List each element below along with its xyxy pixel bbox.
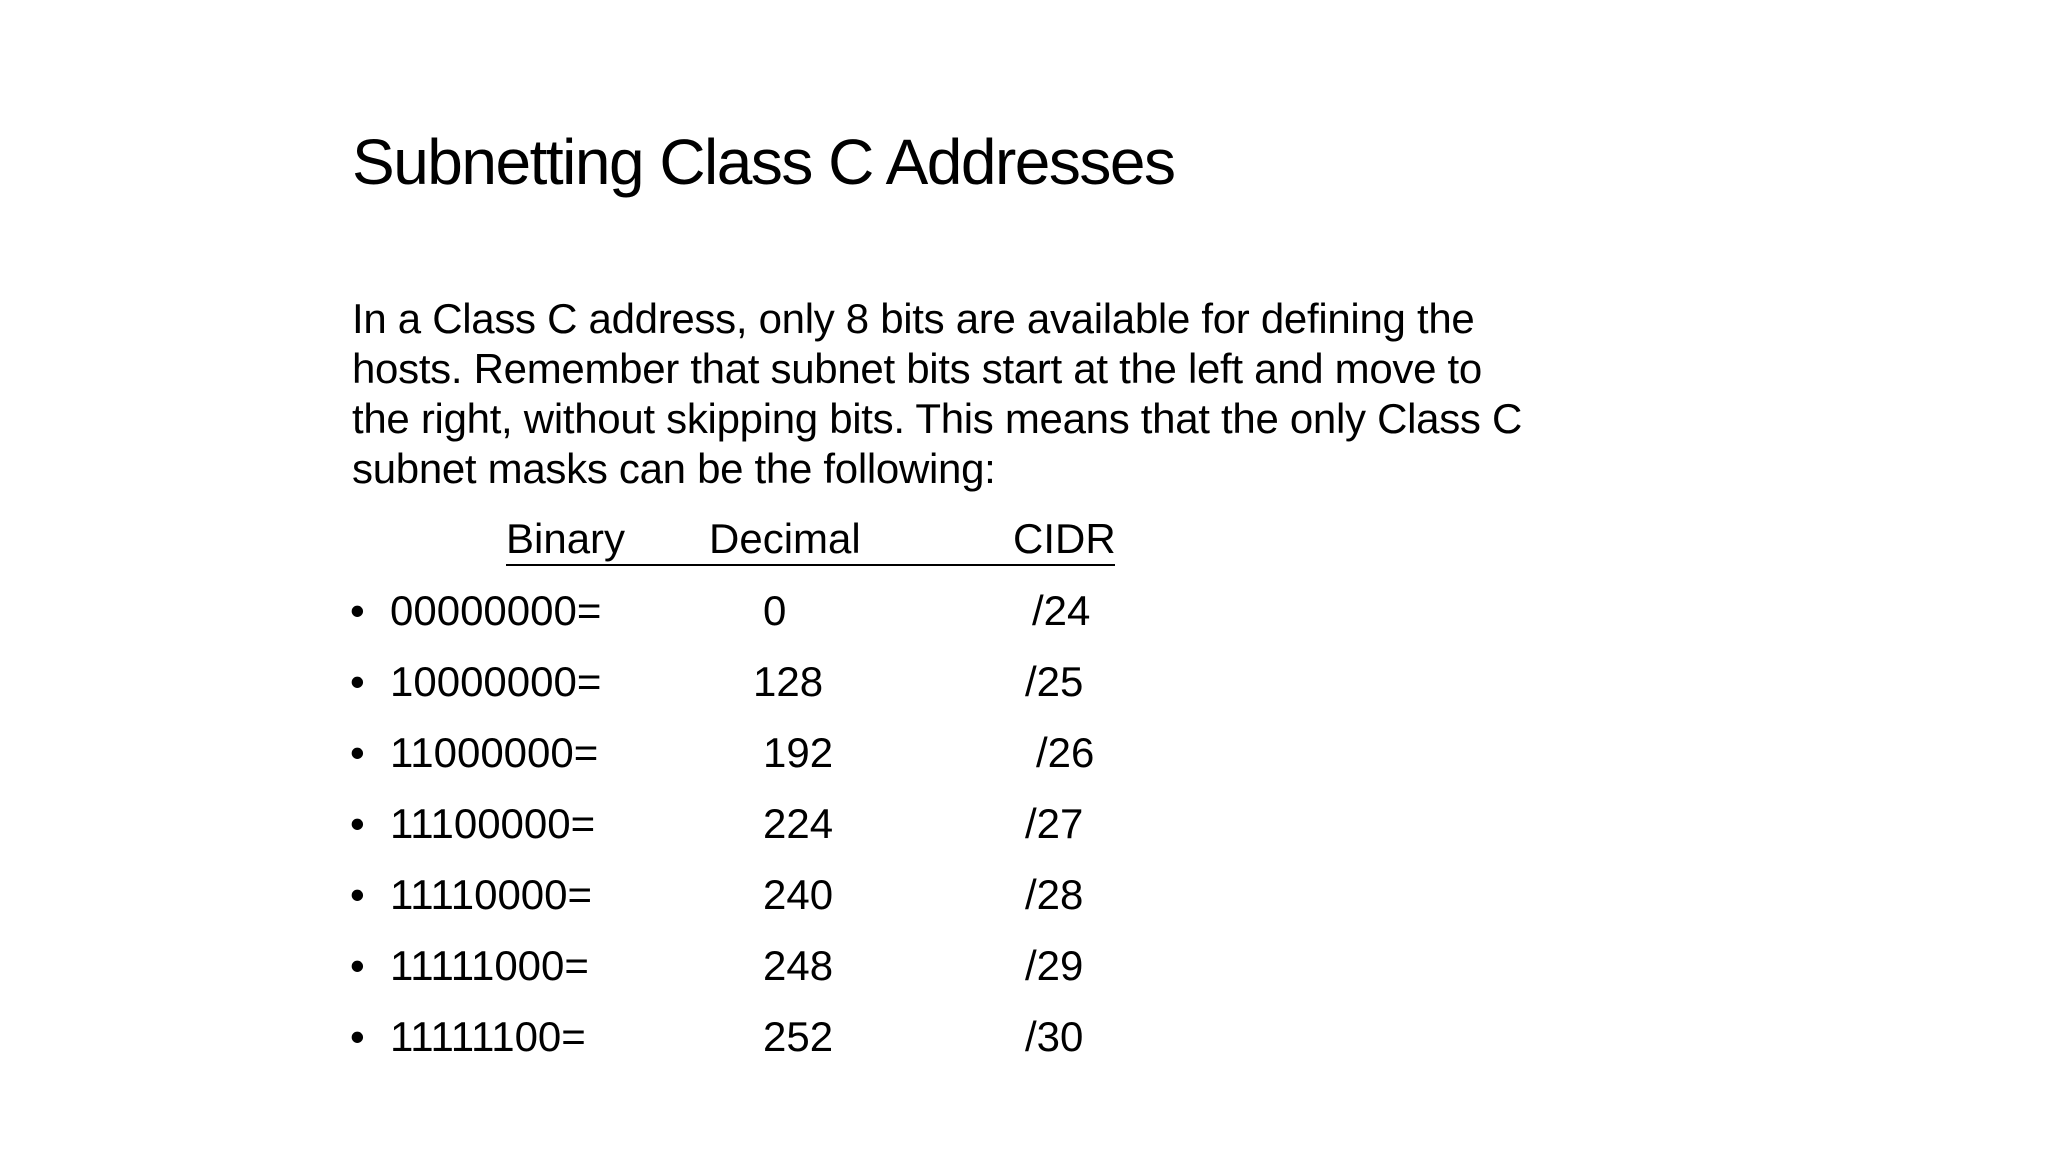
header-decimal: Decimal — [709, 515, 861, 562]
mask-binary: 11111000= — [390, 942, 589, 989]
mask-decimal: 248 — [763, 942, 834, 989]
mask-binary: 11000000= — [390, 729, 599, 776]
bullet-icon: • — [350, 658, 365, 705]
mask-cidr: /24 — [1032, 587, 1091, 634]
mask-cidr: /25 — [1025, 658, 1084, 705]
mask-cidr: /28 — [1025, 871, 1084, 918]
subnet-mask-list — [350, 583, 1250, 1080]
intro-line: In a Class C address, only 8 bits are available for defining the — [352, 295, 1475, 342]
mask-decimal: 0 — [763, 587, 787, 634]
list-item — [350, 938, 1250, 1009]
intro-line: subnet masks can be the following: — [352, 445, 996, 492]
header-binary: Binary — [506, 515, 626, 562]
bullet-icon: • — [350, 871, 365, 918]
list-item — [350, 583, 1250, 654]
intro-line: the right, without skipping bits. This means that the only Class C — [352, 395, 1523, 442]
mask-cidr: /26 — [1036, 729, 1095, 776]
bullet-icon: • — [350, 942, 365, 989]
mask-decimal: 224 — [763, 800, 834, 847]
slide-title: Subnetting Class C Addresses — [352, 126, 1175, 198]
intro-paragraph — [352, 294, 1772, 494]
list-item — [350, 867, 1250, 938]
bullet-icon: • — [350, 587, 365, 634]
list-item — [350, 654, 1250, 725]
intro-line: hosts. Remember that subnet bits start at the left and move to — [352, 345, 1482, 392]
mask-cidr: /29 — [1025, 942, 1084, 989]
bullet-icon: • — [350, 800, 365, 847]
list-item — [350, 1009, 1250, 1080]
mask-decimal: 240 — [763, 871, 834, 918]
mask-binary: 11110000= — [390, 871, 593, 918]
mask-decimal: 192 — [763, 729, 834, 776]
list-item — [350, 796, 1250, 867]
mask-binary: 10000000= — [390, 658, 602, 705]
mask-cidr: /30 — [1025, 1013, 1084, 1060]
list-item — [350, 725, 1250, 796]
bullet-icon: • — [350, 729, 365, 776]
mask-decimal: 252 — [763, 1013, 834, 1060]
mask-table-header — [506, 514, 1115, 566]
mask-binary: 00000000= — [390, 587, 602, 634]
bullet-icon: • — [350, 1013, 365, 1060]
mask-binary: 11100000= — [390, 800, 596, 847]
header-cidr: CIDR — [1013, 515, 1116, 562]
mask-decimal: 128 — [753, 658, 824, 705]
mask-binary: 11111100= — [390, 1013, 586, 1060]
mask-cidr: /27 — [1025, 800, 1084, 847]
